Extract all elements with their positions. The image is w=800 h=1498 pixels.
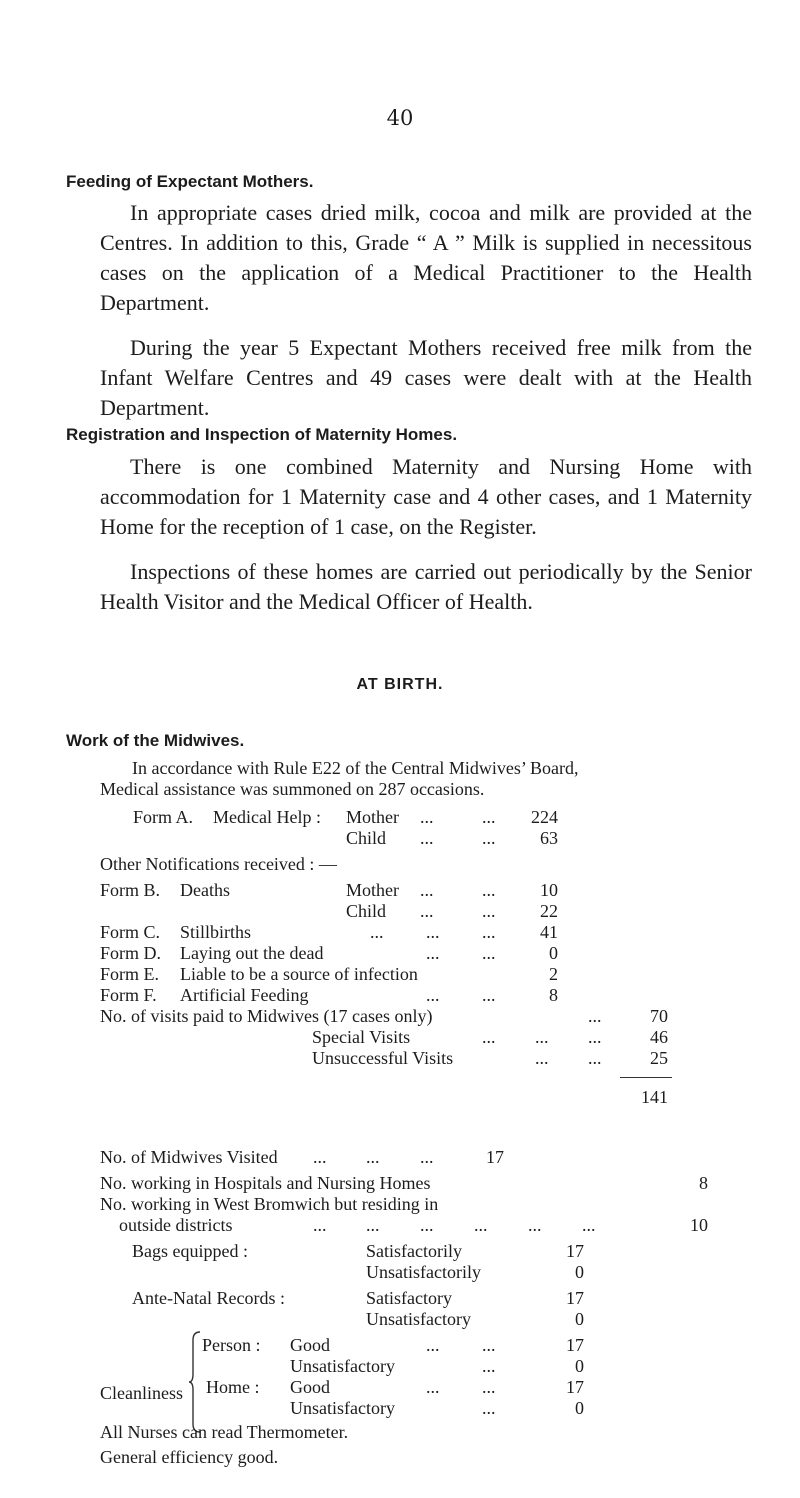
feeding-paragraph-2: During the year 5 Expectant Mothers received free milk from the Infant Welfare Centres and 49 cases were dealt with at the Health Department. [100,335,752,420]
west-dots-4: ... [474,1215,488,1235]
form-b-mother-dots: ... [420,880,434,900]
form-e-text: Liable to be a source of infection [180,964,418,984]
form-d-text: Laying out the dead [180,943,324,963]
unsuccessful-visits-value: 25 [650,1048,668,1068]
home-unsat-dots: ... [482,1398,496,1418]
form-c-dots-2: ... [426,922,440,942]
at-birth-heading: AT BIRTH. [356,676,444,693]
registration-heading: Registration and Inspection of Maternity Homes. [66,425,458,444]
registration-section [100,452,752,617]
west-dots-6: ... [582,1215,596,1235]
special-visits-text: Special Visits [312,1027,411,1047]
feeding-paragraph-1: In appropriate cases dried milk, cocoa and milk are provided at the Centres. In addition to this, Grade “ A ” Milk is supplied in necessitous cases on the application of a Medical Practitioner to the Health Department. [100,200,752,315]
form-b-text: Deaths [180,880,230,900]
bags-unsat-value: 0 [575,1262,584,1282]
home-good-dots-2: ... [482,1377,496,1397]
west-value: 10 [690,1215,708,1235]
form-a-mother-label: Mother [346,807,399,827]
antenatal-label: Ante-Natal Records : [132,1288,285,1308]
form-b-label: Form B. [100,880,161,900]
form-a-child-dots: ... [420,828,434,848]
form-b-child-dots: ... [420,901,434,921]
form-c-text: Stillbirths [180,922,252,942]
thermometer-note: All Nurses can read Thermometer. [100,1422,349,1442]
form-b-child-value: 22 [540,901,558,921]
form-a-child-dots-2: ... [482,828,496,848]
west-dots-2: ... [366,1215,380,1235]
form-b-mother-value: 10 [540,880,558,900]
west-dots-5: ... [528,1215,542,1235]
special-dots-2: ... [535,1027,549,1047]
person-good-dots: ... [426,1335,440,1355]
person-good-dots-2: ... [482,1335,496,1355]
form-f-value: 8 [549,985,558,1005]
form-d-value: 0 [549,943,558,963]
form-a-text: Medical Help : [213,807,321,827]
hospitals-value: 8 [699,1173,708,1193]
west-dots: ... [313,1215,327,1235]
form-b-mother-label: Mother [346,880,399,900]
midwives-intro-line-1: In accordance with Rule E22 of the Central Midwives’ Board, [132,758,579,778]
special-visits-value: 46 [650,1027,668,1047]
unsuccessful-dots-2: ... [588,1048,602,1068]
cleanliness-label: Cleanliness [100,1383,183,1403]
form-d-dots: ... [426,943,440,963]
brace-icon [188,1330,202,1434]
form-f-dots: ... [426,985,440,1005]
visited-dots-2: ... [366,1147,380,1167]
visits-dots: ... [588,1006,602,1026]
form-c-label: Form C. [100,922,161,942]
antenatal-sat-value: 17 [566,1288,584,1308]
person-unsat-dots: ... [482,1356,496,1376]
form-a-label: Form A. [133,807,194,827]
form-c-value: 41 [540,922,558,942]
form-e-label: Form E. [100,964,160,984]
person-unsat-label: Unsatisfactory [290,1356,395,1376]
feeding-section [100,198,752,423]
special-dots-3: ... [588,1027,602,1047]
registration-paragraph-1: There is one combined Maternity and Nursing Home with accommodation for 1 Maternity case and 4 other cases, and 1 Maternity Home for the reception of 1 case, on the Register. [100,454,752,539]
form-a-child-value: 63 [540,828,558,848]
form-a-mother-dots-2: ... [482,807,496,827]
home-good-dots: ... [426,1377,440,1397]
bags-sat-value: 17 [566,1241,584,1261]
other-notifications: Other Notifications received : — [100,854,337,874]
home-good-value: 17 [566,1377,584,1397]
visited-dots-3: ... [420,1147,434,1167]
visited-text: No. of Midwives Visited [100,1147,278,1167]
feeding-heading: Feeding of Expectant Mothers. [66,172,314,191]
bags-label: Bags equipped : [132,1241,248,1261]
form-b-child-label: Child [346,901,387,921]
antenatal-unsat-label: Unsatisfactory [366,1309,471,1329]
form-f-dots-2: ... [482,985,496,1005]
page-number: 40 [386,106,414,130]
form-f-label: Form F. [100,985,157,1005]
midwives-intro-line-2: Medical assistance was summoned on 287 occasions. [100,779,485,799]
visited-value: 17 [486,1147,504,1167]
form-f-text: Artificial Feeding [180,985,309,1005]
antenatal-sat-label: Satisfactory [366,1288,452,1308]
form-e-value: 2 [549,964,558,984]
form-c-dots-3: ... [482,922,496,942]
form-a-child-label: Child [346,828,387,848]
total-rule [620,1077,672,1078]
unsuccessful-dots: ... [535,1048,549,1068]
form-a-mother-value: 224 [531,807,558,827]
west-text-line-2: outside districts [119,1215,233,1235]
hospitals-text: No. working in Hospitals and Nursing Homes [100,1173,431,1193]
home-unsat-value: 0 [575,1398,584,1418]
visited-dots: ... [313,1147,327,1167]
antenatal-unsat-value: 0 [575,1309,584,1329]
person-unsat-value: 0 [575,1356,584,1376]
person-good-value: 17 [566,1335,584,1355]
visits-total: 141 [641,1087,668,1107]
home-unsat-label: Unsatisfactory [290,1398,395,1418]
form-a-mother-dots: ... [420,807,434,827]
visits-value: 70 [650,1006,668,1026]
person-label: Person : [202,1335,261,1355]
bags-sat-label: Satisfactorily [366,1241,462,1261]
form-c-dots: ... [370,922,384,942]
home-label: Home : [206,1377,260,1397]
unsuccessful-visits-text: Unsuccessful Visits [312,1048,454,1068]
person-good-label: Good [290,1335,330,1355]
special-dots: ... [482,1027,496,1047]
form-b-child-dots-2: ... [482,901,496,921]
west-text-line-1: No. working in West Bromwich but residing in [100,1194,439,1214]
visits-text: No. of visits paid to Midwives (17 cases only) [100,1006,433,1026]
registration-paragraph-2: Inspections of these homes are carried out periodically by the Senior Health Visitor and the Medical Officer of Health. [100,559,752,614]
west-dots-3: ... [420,1215,434,1235]
midwives-heading: Work of the Midwives. [66,731,245,750]
form-d-label: Form D. [100,943,162,963]
form-b-mother-dots-2: ... [482,880,496,900]
form-d-dots-2: ... [482,943,496,963]
efficiency-note: General efficiency good. [100,1447,279,1467]
home-good-label: Good [290,1377,330,1397]
bags-unsat-label: Unsatisfactorily [366,1262,481,1282]
